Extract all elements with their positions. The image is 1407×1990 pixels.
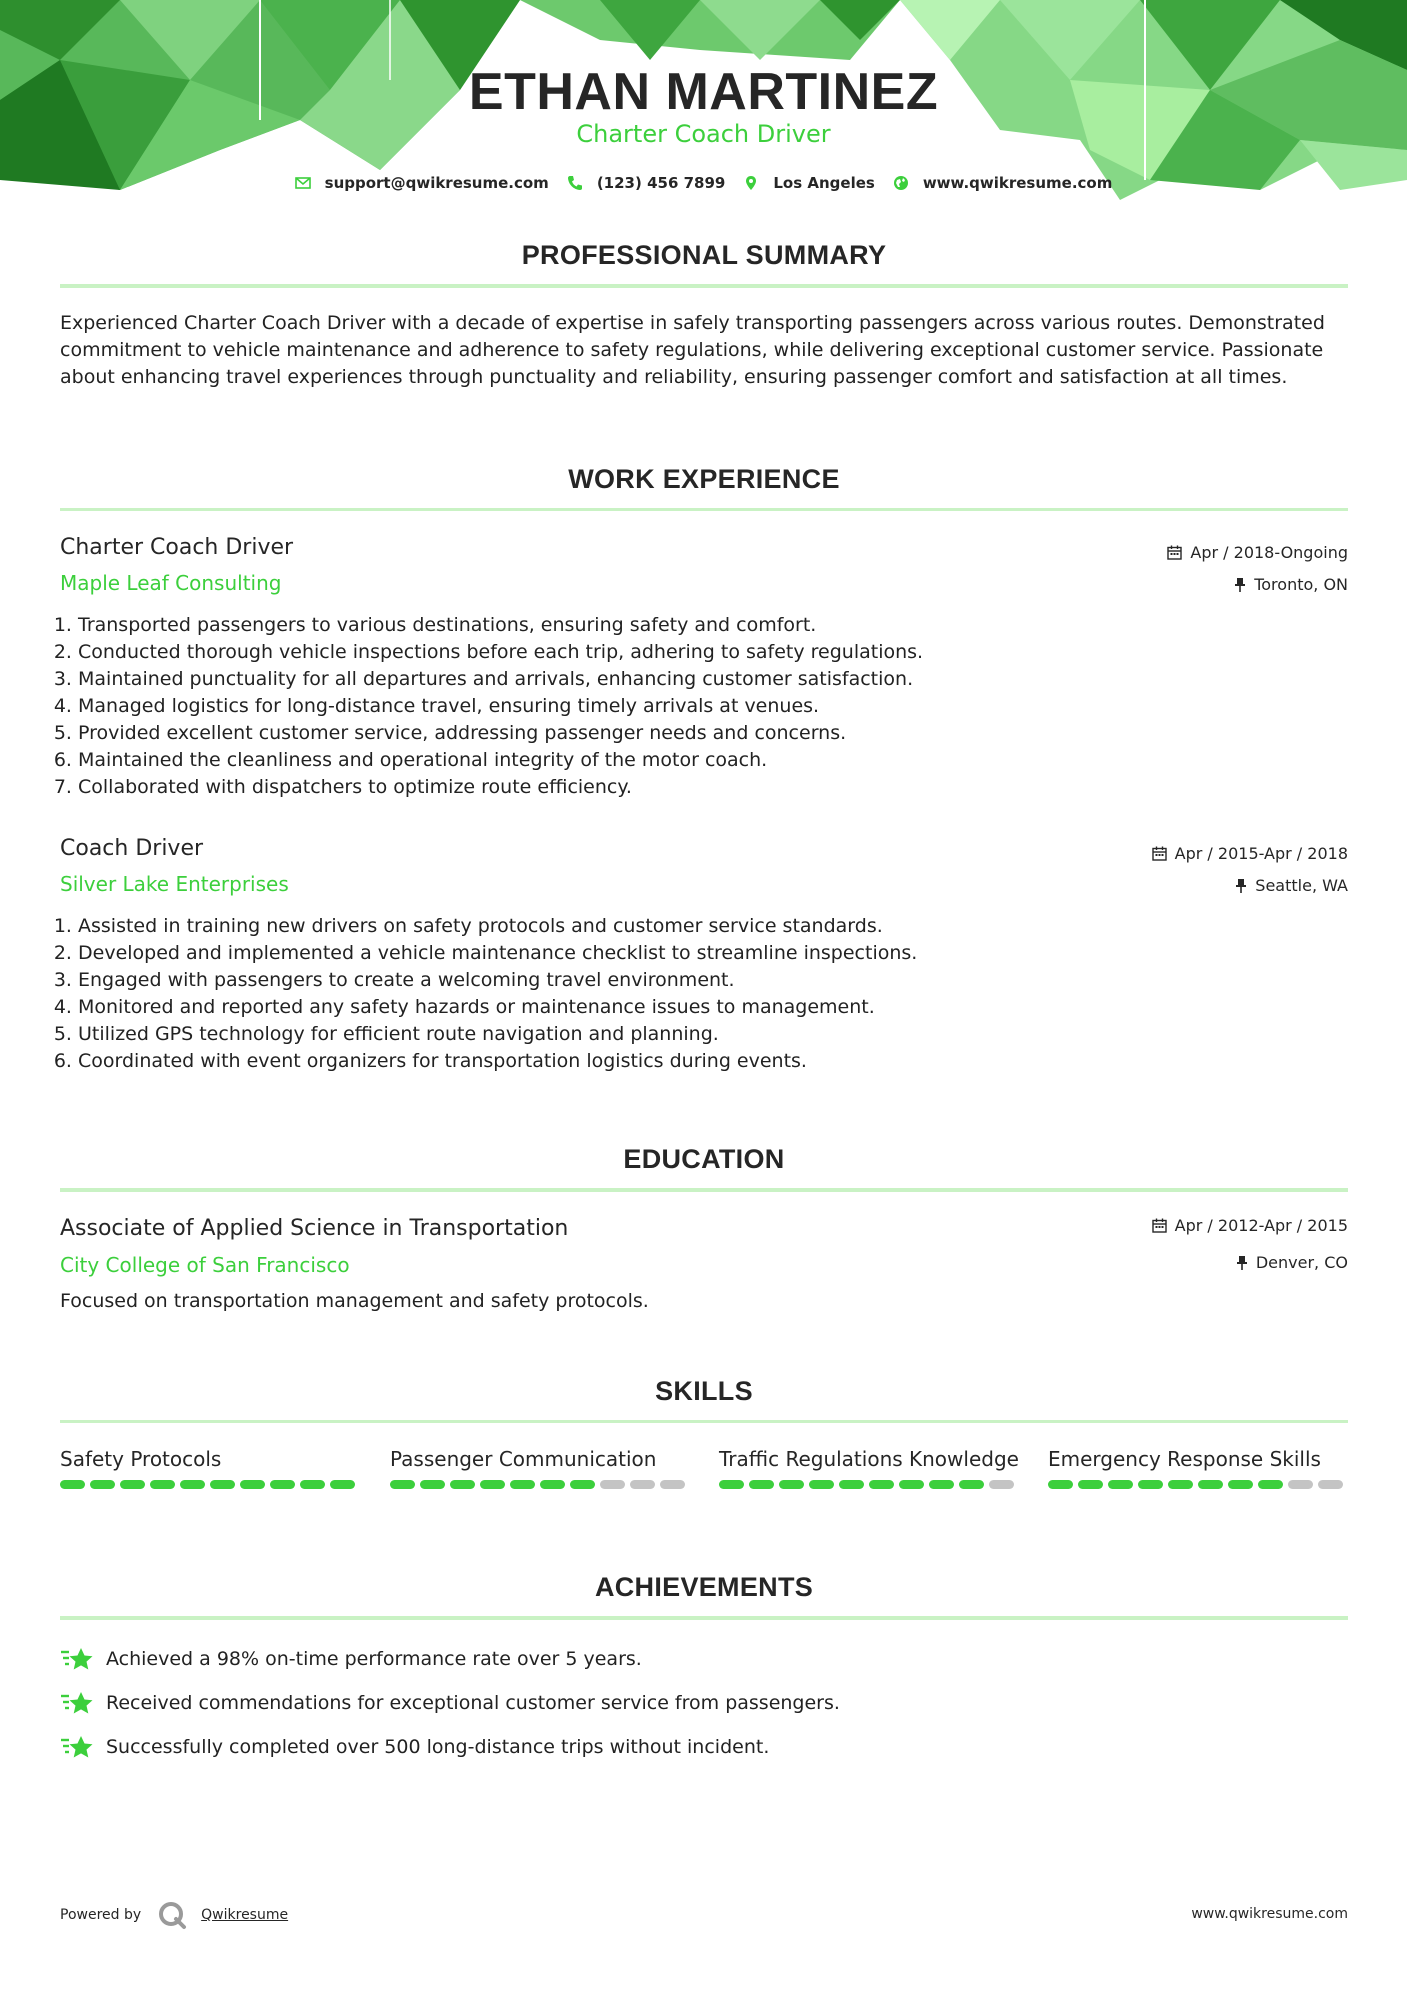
qwikresume-link[interactable]: Qwikresume — [201, 1907, 289, 1923]
job-location-2 — [1235, 876, 1348, 895]
skill-segment-empty — [989, 1480, 1014, 1489]
skill-segment-filled — [450, 1480, 475, 1489]
job-title-2: Coach Driver — [60, 836, 204, 861]
achievement-item — [60, 1646, 642, 1672]
skill-segment-filled — [749, 1480, 774, 1489]
skill-label: Safety Protocols — [60, 1447, 222, 1471]
experience-rule — [60, 508, 1348, 511]
contact-location: Los Angeles — [773, 174, 875, 192]
summary-text: Experienced Charter Coach Driver with a decade of expertise in safely transporting passengers across various routes. Demonstrated commitment to vehicle maintenance and adherence to safety regulations, while delivering exceptional customer service. Passionate about enhancing travel experiences through punctuality and reliability, ensuring passenger comfort and satisfaction at all times. — [60, 312, 1325, 388]
contact-email[interactable]: support@qwikresume.com — [324, 174, 549, 192]
education-dates-text: Apr / 2012-Apr / 2015 — [1174, 1216, 1348, 1235]
calendar-icon — [1152, 846, 1167, 861]
skill-segment-filled — [480, 1480, 505, 1489]
achievement-text: Achieved a 98% on-time performance rate over 5 years. — [106, 1648, 642, 1670]
list-item: 2. Conducted thorough vehicle inspections before each trip, adhering to safety regulations. — [78, 639, 1358, 666]
education-heading: EDUCATION — [623, 1144, 785, 1174]
education-description: Focused on transportation management and safety protocols. — [60, 1290, 649, 1312]
list-item: 4. Monitored and reported any safety hazards or maintenance issues to management. — [78, 994, 1358, 1021]
skill-label: Passenger Communication — [390, 1447, 657, 1471]
map-pin-icon — [743, 175, 759, 191]
achievements-rule — [60, 1616, 1348, 1620]
skill-segment-filled — [929, 1480, 954, 1489]
skill-segment-filled — [869, 1480, 894, 1489]
skill-segment-filled — [1258, 1480, 1283, 1489]
achievement-item — [60, 1690, 840, 1716]
achievements-heading: ACHIEVEMENTS — [594, 1572, 814, 1602]
job-bullets-1 — [60, 612, 1358, 801]
skill-segment-filled — [540, 1480, 565, 1489]
skill-segment-empty — [660, 1480, 685, 1489]
skills-heading: SKILLS — [655, 1376, 753, 1406]
contact-bar — [0, 174, 1407, 192]
skill-segment-empty — [630, 1480, 655, 1489]
star-icon — [60, 1734, 94, 1760]
job-company-2: Silver Lake Enterprises — [60, 872, 289, 896]
skill-segment-filled — [420, 1480, 445, 1489]
list-item: 6. Maintained the cleanliness and operational integrity of the motor coach. — [78, 747, 1358, 774]
education-location — [1236, 1253, 1348, 1272]
contact-phone[interactable]: (123) 456 7899 — [596, 174, 726, 192]
education-school: City College of San Francisco — [60, 1253, 350, 1277]
skill-segment-filled — [330, 1480, 355, 1489]
skill-segment-filled — [180, 1480, 205, 1489]
job-dates-2 — [1152, 844, 1348, 863]
skill-label: Emergency Response Skills — [1048, 1447, 1321, 1471]
skill-level-bar — [1048, 1480, 1348, 1489]
skill-segment-filled — [899, 1480, 924, 1489]
skill-segment-filled — [1228, 1480, 1253, 1489]
education-rule — [60, 1188, 1348, 1192]
skill-safety-protocols — [60, 1444, 360, 1489]
list-item: 5. Provided excellent customer service, addressing passenger needs and concerns. — [78, 720, 1358, 747]
pushpin-icon — [1236, 1255, 1248, 1270]
skill-segment-filled — [809, 1480, 834, 1489]
skill-emergency-response — [1048, 1444, 1348, 1489]
job-title-1: Charter Coach Driver — [60, 535, 294, 560]
education-dates — [1152, 1216, 1348, 1235]
skill-segment-filled — [1198, 1480, 1223, 1489]
skill-segment-empty — [600, 1480, 625, 1489]
skill-segment-empty — [1318, 1480, 1343, 1489]
skill-segment-filled — [1078, 1480, 1103, 1489]
job-location-1 — [1234, 575, 1348, 594]
candidate-role: Charter Coach Driver — [576, 120, 831, 148]
job-location-text-2: Seattle, WA — [1255, 876, 1348, 895]
list-item: 3. Engaged with passengers to create a welcoming travel environment. — [78, 967, 1358, 994]
experience-heading: WORK EXPERIENCE — [568, 464, 840, 494]
skill-segment-filled — [779, 1480, 804, 1489]
skill-segment-filled — [1108, 1480, 1133, 1489]
list-item: 4. Managed logistics for long-distance travel, ensuring timely arrivals at venues. — [78, 693, 1358, 720]
skill-segment-filled — [570, 1480, 595, 1489]
envelope-icon — [295, 175, 311, 191]
job-dates-1 — [1167, 543, 1348, 562]
skill-label: Traffic Regulations Knowledge — [719, 1447, 1019, 1471]
job-dates-text-2: Apr / 2015-Apr / 2018 — [1174, 844, 1348, 863]
skill-segment-filled — [240, 1480, 265, 1489]
list-item: 7. Collaborated with dispatchers to optimize route efficiency. — [78, 774, 1358, 801]
skill-passenger-communication — [390, 1444, 690, 1489]
footer-website[interactable]: www.qwikresume.com — [1191, 1906, 1348, 1922]
job-dates-text-1: Apr / 2018-Ongoing — [1190, 543, 1348, 562]
job-company-1: Maple Leaf Consulting — [60, 571, 282, 595]
contact-website[interactable]: www.qwikresume.com — [922, 174, 1113, 192]
globe-icon — [893, 175, 909, 191]
pushpin-icon — [1235, 878, 1247, 893]
skill-segment-filled — [510, 1480, 535, 1489]
footer-powered-by — [60, 1900, 288, 1930]
skill-segment-filled — [1168, 1480, 1193, 1489]
skill-level-bar — [719, 1480, 1019, 1489]
list-item: 2. Developed and implemented a vehicle maintenance checklist to streamline inspections. — [78, 940, 1358, 967]
skill-segment-filled — [839, 1480, 864, 1489]
list-item: 6. Coordinated with event organizers for transportation logistics during events. — [78, 1048, 1358, 1075]
education-degree: Associate of Applied Science in Transportation — [60, 1216, 569, 1241]
list-item: 1. Transported passengers to various destinations, ensuring safety and comfort. — [78, 612, 1358, 639]
pushpin-icon — [1234, 577, 1246, 592]
powered-by-label: Powered by — [60, 1907, 142, 1923]
achievement-item — [60, 1734, 769, 1760]
calendar-icon — [1167, 545, 1182, 560]
list-item: 1. Assisted in training new drivers on safety protocols and customer service standards. — [78, 913, 1358, 940]
achievement-text: Received commendations for exceptional customer service from passengers. — [106, 1692, 840, 1714]
candidate-name: ETHAN MARTINEZ — [468, 63, 939, 121]
calendar-icon — [1152, 1218, 1167, 1233]
summary-heading: PROFESSIONAL SUMMARY — [521, 240, 887, 270]
skill-segment-filled — [90, 1480, 115, 1489]
star-icon — [60, 1690, 94, 1716]
job-location-text-1: Toronto, ON — [1254, 575, 1348, 594]
skill-segment-filled — [1138, 1480, 1163, 1489]
list-item: 5. Utilized GPS technology for efficient route navigation and planning. — [78, 1021, 1358, 1048]
job-bullets-2 — [60, 913, 1358, 1075]
skill-segment-filled — [210, 1480, 235, 1489]
skill-level-bar — [390, 1480, 690, 1489]
achievement-text: Successfully completed over 500 long-distance trips without incident. — [106, 1736, 770, 1758]
skill-segment-filled — [60, 1480, 85, 1489]
skills-rule — [60, 1420, 1348, 1423]
qwikresume-logo-icon — [157, 1900, 187, 1930]
skill-segment-filled — [120, 1480, 145, 1489]
skill-segment-filled — [300, 1480, 325, 1489]
skill-segment-filled — [1048, 1480, 1073, 1489]
skill-segment-filled — [959, 1480, 984, 1489]
education-location-text: Denver, CO — [1255, 1253, 1348, 1272]
skill-segment-filled — [390, 1480, 415, 1489]
skill-segment-filled — [719, 1480, 744, 1489]
phone-icon — [567, 175, 583, 191]
star-icon — [60, 1646, 94, 1672]
skill-level-bar — [60, 1480, 360, 1489]
skill-segment-filled — [150, 1480, 175, 1489]
skill-traffic-regulations — [719, 1444, 1019, 1489]
summary-rule — [60, 284, 1348, 288]
list-item: 3. Maintained punctuality for all departures and arrivals, enhancing customer satisfaction. — [78, 666, 1358, 693]
skill-segment-empty — [1288, 1480, 1313, 1489]
skill-segment-filled — [270, 1480, 295, 1489]
